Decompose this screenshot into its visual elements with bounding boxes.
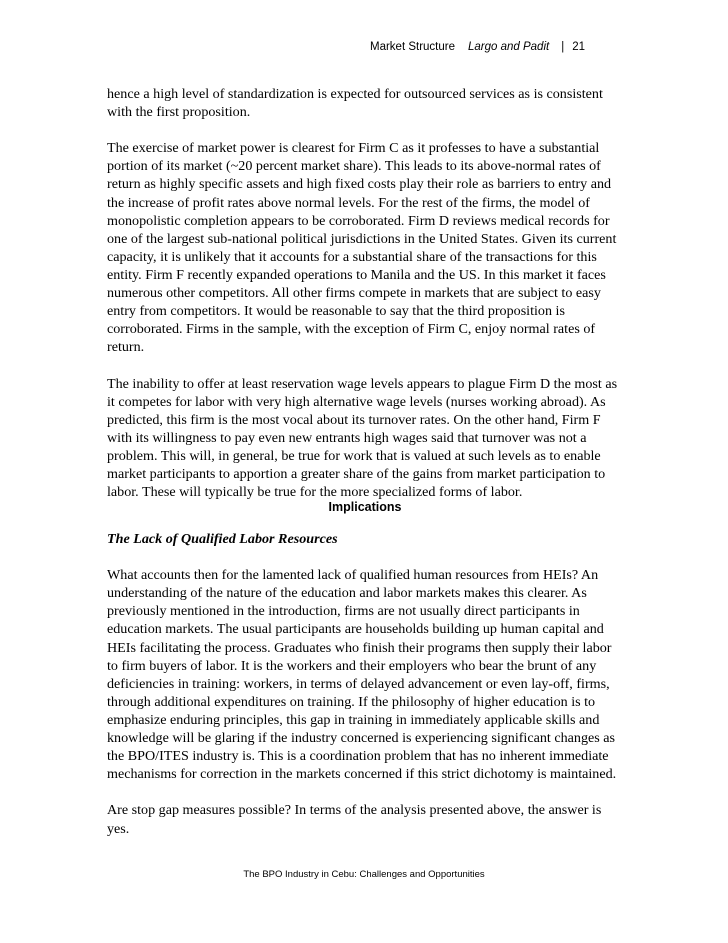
paragraph-4: What accounts then for the lamented lack of qualified human resources from HEIs? An understanding of the nature of the education and labor markets makes this clearer. As previously mentioned in the introduction, firms are not usually direct participants in education markets. The usual participants are households building up human capital and HEIs facilitating the process. Graduates who finish their programs then supply their labor to firm buyers of labor. It is the workers and their employers who bear the brunt of any deficiencies in training: workers, in terms of delayed advancement or even lay-off, firms, through additional expenditures on training. If the philosophy of higher education is to emphasize enduring principles, this gap in training in immediately applicable skills and knowledge will be glaring if the industry concerned is experiencing significant changes as the BPO/ITES industry is. This is a coordination problem that has no inherent immediate mechanisms for correction in the markets concerned if this strict dichotomy is maintained.	[107, 567, 617, 783]
section-heading: Implications	[328, 500, 402, 514]
paragraph-5: Are stop gap measures possible? In terms of the analysis presented above, the answer is yes.	[107, 802, 602, 837]
header-separator: |	[561, 41, 565, 53]
header-section-title: Market Structure	[370, 41, 455, 53]
footer-text: The BPO Industry in Cebu: Challenges and Opportunities	[243, 869, 485, 880]
header-authors: Largo and Padit	[468, 41, 550, 53]
paragraph-3: The inability to offer at least reservation wage levels appears to plague Firm D the most as it competes for labor with very high alternative wage levels (nurses working abroad). As predicted, this firm is the most vocal about its turnover rates. On the other hand, Firm F with its willingness to pay even new entrants high wages said that turnover was not a problem. This will, in general, be true for work that is valued at such levels as to enable market participants to apportion a greater share of the gains from market participation to labor. These will typically be true for the more specialized forms of labor.	[107, 375, 618, 501]
page-number: 21	[572, 41, 585, 53]
subsection-heading: The Lack of Qualified Labor Resources	[107, 531, 338, 547]
running-footer	[0, 869, 728, 880]
paragraph-2: The exercise of market power is clearest for Firm C as it professes to have a substantial portion of its market (~20 percent market share). This leads to its above-normal rates of return as highly specific assets and high fixed costs play their role as barriers to entry and the increase of profit rates above normal levels. For the rest of the firms, the model of monopolistic completion appears to be corroborated. Firm D reviews medical records for one of the largest sub-national political jurisdictions in the United States. Given its current capacity, it is unlikely that it accounts for a substantial share of the transactions for this entity. Firm F recently expanded operations to Manila and the US. In this market it faces numerous other competitors. All other firms compete in markets that are subject to easy entry from competitors. It would be reasonable to say that the third proposition is corroborated. Firms in the sample, with the exception of Firm C, enjoy normal rates of return.	[107, 140, 617, 356]
paragraph-1: hence a high level of standardization is expected for outsourced services as is consistent with the first proposition.	[107, 86, 603, 121]
body-text-lower	[107, 530, 623, 856]
body-text-upper	[107, 85, 623, 519]
running-header	[370, 41, 628, 53]
